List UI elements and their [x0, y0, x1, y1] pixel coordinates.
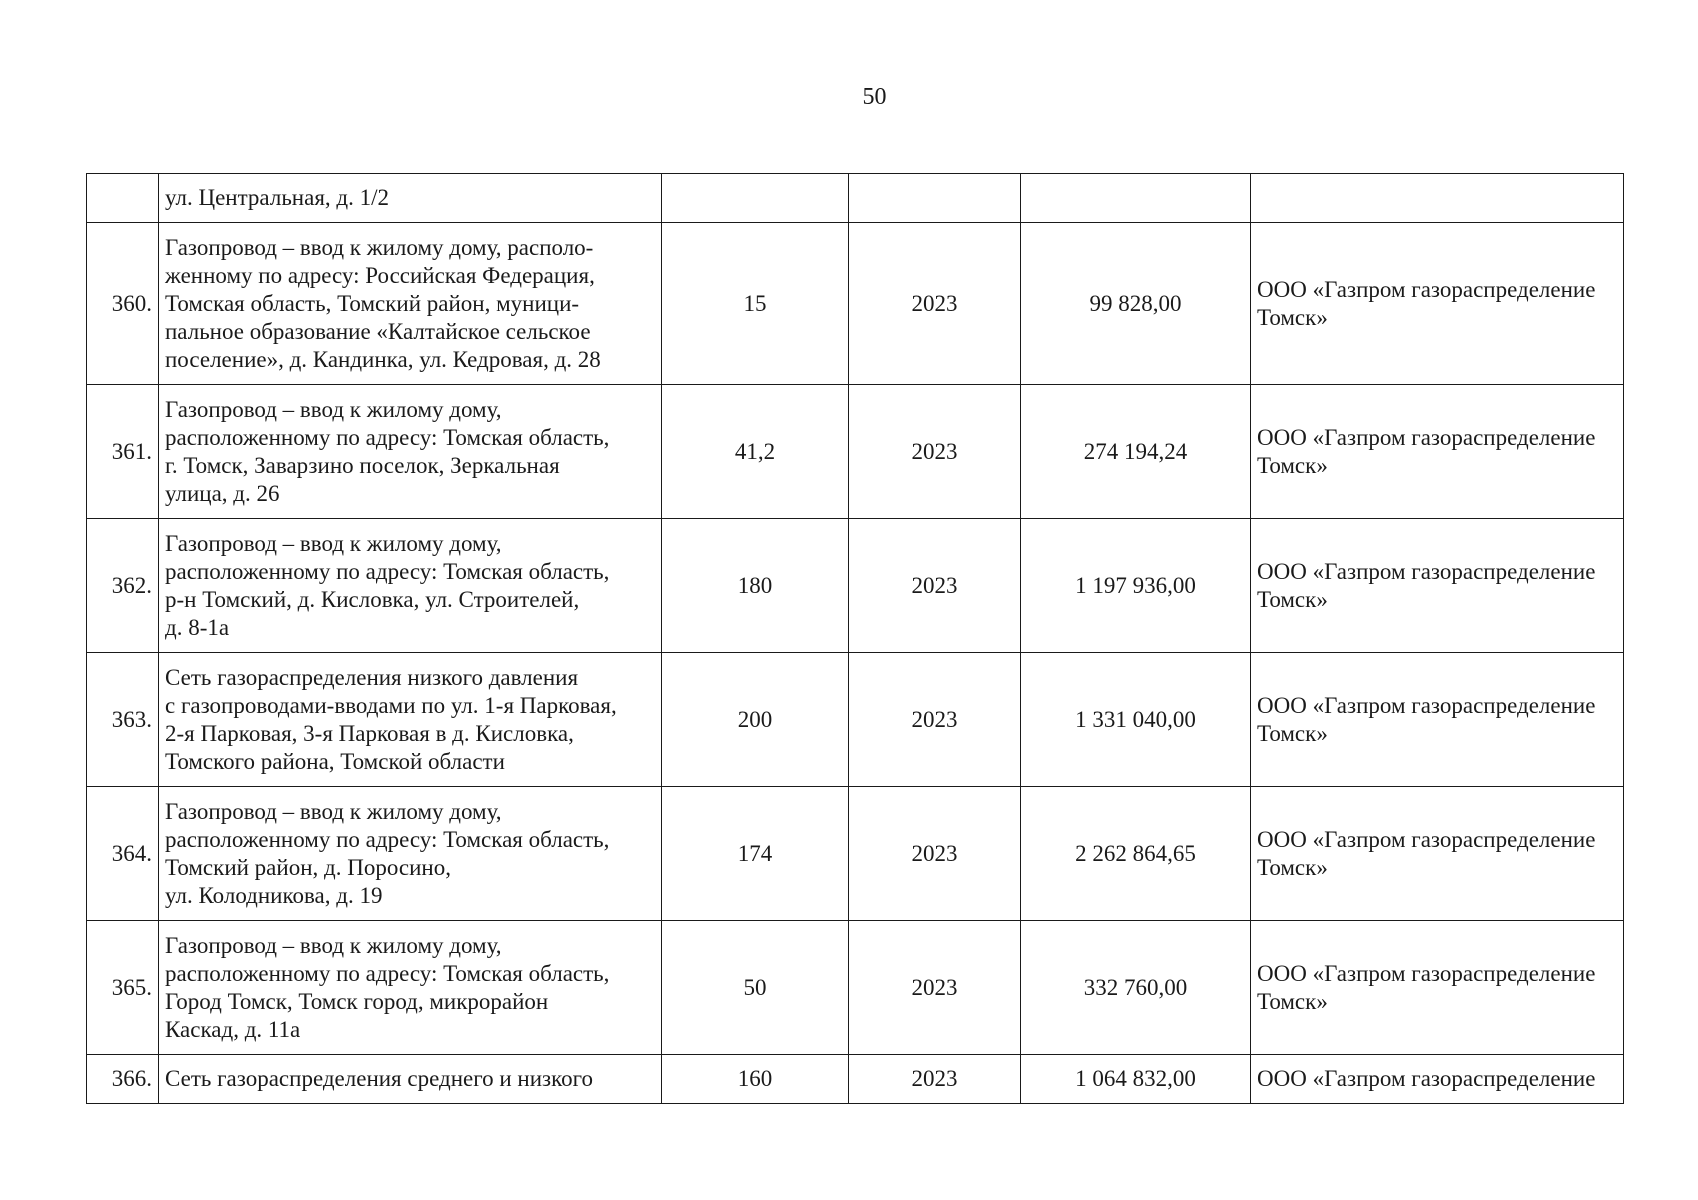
- description-cell: [159, 653, 662, 787]
- description-line: расположенному по адресу: Томская область,: [165, 960, 610, 986]
- description-line: Сеть газораспределения низкого давления: [165, 664, 579, 690]
- description-cell: [159, 787, 662, 921]
- organization-line: Томск»: [1257, 988, 1328, 1014]
- organization-line: Томск»: [1257, 586, 1328, 612]
- table-row: [87, 519, 1624, 653]
- year-cell: 2023: [849, 223, 1021, 385]
- organization-cell: [1251, 921, 1624, 1055]
- organization-cell: [1251, 385, 1624, 519]
- description-line: расположенному по адресу: Томская область,: [165, 826, 610, 852]
- description-line: Каскад, д. 11а: [165, 1016, 301, 1042]
- cost-cell: 274 194,24: [1021, 385, 1251, 519]
- row-number-cell: 366.: [87, 1055, 159, 1104]
- cost-cell: 99 828,00: [1021, 223, 1251, 385]
- organization-cell: [1251, 223, 1624, 385]
- organization-line: Томск»: [1257, 854, 1328, 880]
- description-line: Газопровод – ввод к жилому дому,: [165, 396, 502, 422]
- description-line: женному по адресу: Российская Федерация,: [165, 262, 595, 288]
- year-cell: 2023: [849, 385, 1021, 519]
- description-line: Томского района, Томской области: [165, 748, 505, 774]
- description-line: Газопровод – ввод к жилому дому,: [165, 798, 502, 824]
- page-number: 50: [862, 84, 887, 110]
- length-cell: 15: [662, 223, 849, 385]
- organization-line: ООО «Газпром газораспределение: [1257, 424, 1596, 450]
- organization-line: Томск»: [1257, 452, 1328, 478]
- table-row: [87, 787, 1624, 921]
- length-cell: [662, 174, 849, 223]
- description-cell: [159, 223, 662, 385]
- description-line: Газопровод – ввод к жилому дому,: [165, 932, 502, 958]
- table-row: [87, 223, 1624, 385]
- length-cell: 200: [662, 653, 849, 787]
- cost-cell: 2 262 864,65: [1021, 787, 1251, 921]
- row-number-cell: [87, 174, 159, 223]
- row-number-cell: 363.: [87, 653, 159, 787]
- row-number-cell: 365.: [87, 921, 159, 1055]
- year-cell: 2023: [849, 787, 1021, 921]
- table-row: [87, 653, 1624, 787]
- length-cell: 174: [662, 787, 849, 921]
- cost-cell: 1 064 832,00: [1021, 1055, 1251, 1104]
- description-line: ул. Колодникова, д. 19: [165, 882, 383, 908]
- description-line: с газопроводами-вводами по ул. 1-я Парковая,: [165, 692, 617, 718]
- year-cell: 2023: [849, 921, 1021, 1055]
- description-cell: [159, 174, 662, 223]
- description-line: поселение», д. Кандинка, ул. Кедровая, д. 28: [165, 346, 601, 372]
- year-cell: [849, 174, 1021, 223]
- length-cell: 180: [662, 519, 849, 653]
- description-line: Газопровод – ввод к жилому дому,: [165, 530, 502, 556]
- description-line: 2-я Парковая, 3-я Парковая в д. Кисловка,: [165, 720, 574, 746]
- table-row: [87, 921, 1624, 1055]
- description-cell: [159, 1055, 662, 1104]
- description-line: Томский район, д. Поросино,: [165, 854, 451, 880]
- description-line: Газопровод – ввод к жилому дому, располо-: [165, 234, 594, 260]
- organization-line: Томск»: [1257, 720, 1328, 746]
- cost-cell: [1021, 174, 1251, 223]
- cost-cell: 1 331 040,00: [1021, 653, 1251, 787]
- organization-cell: [1251, 174, 1624, 223]
- gas-pipeline-registry-table: [86, 173, 1624, 1104]
- organization-line: ООО «Газпром газораспределение: [1257, 1066, 1596, 1091]
- description-line: р-н Томский, д. Кисловка, ул. Строителей,: [165, 586, 580, 612]
- table-row: [87, 174, 1624, 223]
- organization-line: ООО «Газпром газораспределение: [1257, 960, 1596, 986]
- row-number-cell: 361.: [87, 385, 159, 519]
- description-line: Город Томск, Томск город, микрорайон: [165, 988, 549, 1014]
- cost-cell: 332 760,00: [1021, 921, 1251, 1055]
- description-cell: [159, 519, 662, 653]
- description-line: расположенному по адресу: Томская область,: [165, 424, 610, 450]
- year-cell: 2023: [849, 519, 1021, 653]
- organization-cell: [1251, 1055, 1624, 1104]
- organization-line: ООО «Газпром газораспределение: [1257, 558, 1596, 584]
- description-line: Томская область, Томский район, муници-: [165, 290, 580, 316]
- organization-cell: [1251, 653, 1624, 787]
- cost-cell: 1 197 936,00: [1021, 519, 1251, 653]
- description-line: ул. Центральная, д. 1/2: [165, 185, 389, 210]
- table-row: [87, 385, 1624, 519]
- description-line: улица, д. 26: [165, 480, 280, 506]
- length-cell: 160: [662, 1055, 849, 1104]
- organization-line: ООО «Газпром газораспределение: [1257, 276, 1596, 302]
- year-cell: 2023: [849, 653, 1021, 787]
- row-number-cell: 360.: [87, 223, 159, 385]
- organization-cell: [1251, 787, 1624, 921]
- description-line: д. 8-1а: [165, 614, 230, 640]
- organization-cell: [1251, 519, 1624, 653]
- description-line: г. Томск, Заварзино поселок, Зеркальная: [165, 452, 560, 478]
- description-cell: [159, 385, 662, 519]
- description-line: расположенному по адресу: Томская область,: [165, 558, 610, 584]
- length-cell: 50: [662, 921, 849, 1055]
- length-cell: 41,2: [662, 385, 849, 519]
- description-line: Сеть газораспределения среднего и низкого: [165, 1066, 593, 1091]
- organization-line: Томск»: [1257, 304, 1328, 330]
- table-row: [87, 1055, 1624, 1104]
- organization-line: ООО «Газпром газораспределение: [1257, 826, 1596, 852]
- row-number-cell: 362.: [87, 519, 159, 653]
- description-line: пальное образование «Калтайское сельское: [165, 318, 591, 344]
- description-cell: [159, 921, 662, 1055]
- row-number-cell: 364.: [87, 787, 159, 921]
- organization-line: ООО «Газпром газораспределение: [1257, 692, 1596, 718]
- year-cell: 2023: [849, 1055, 1021, 1104]
